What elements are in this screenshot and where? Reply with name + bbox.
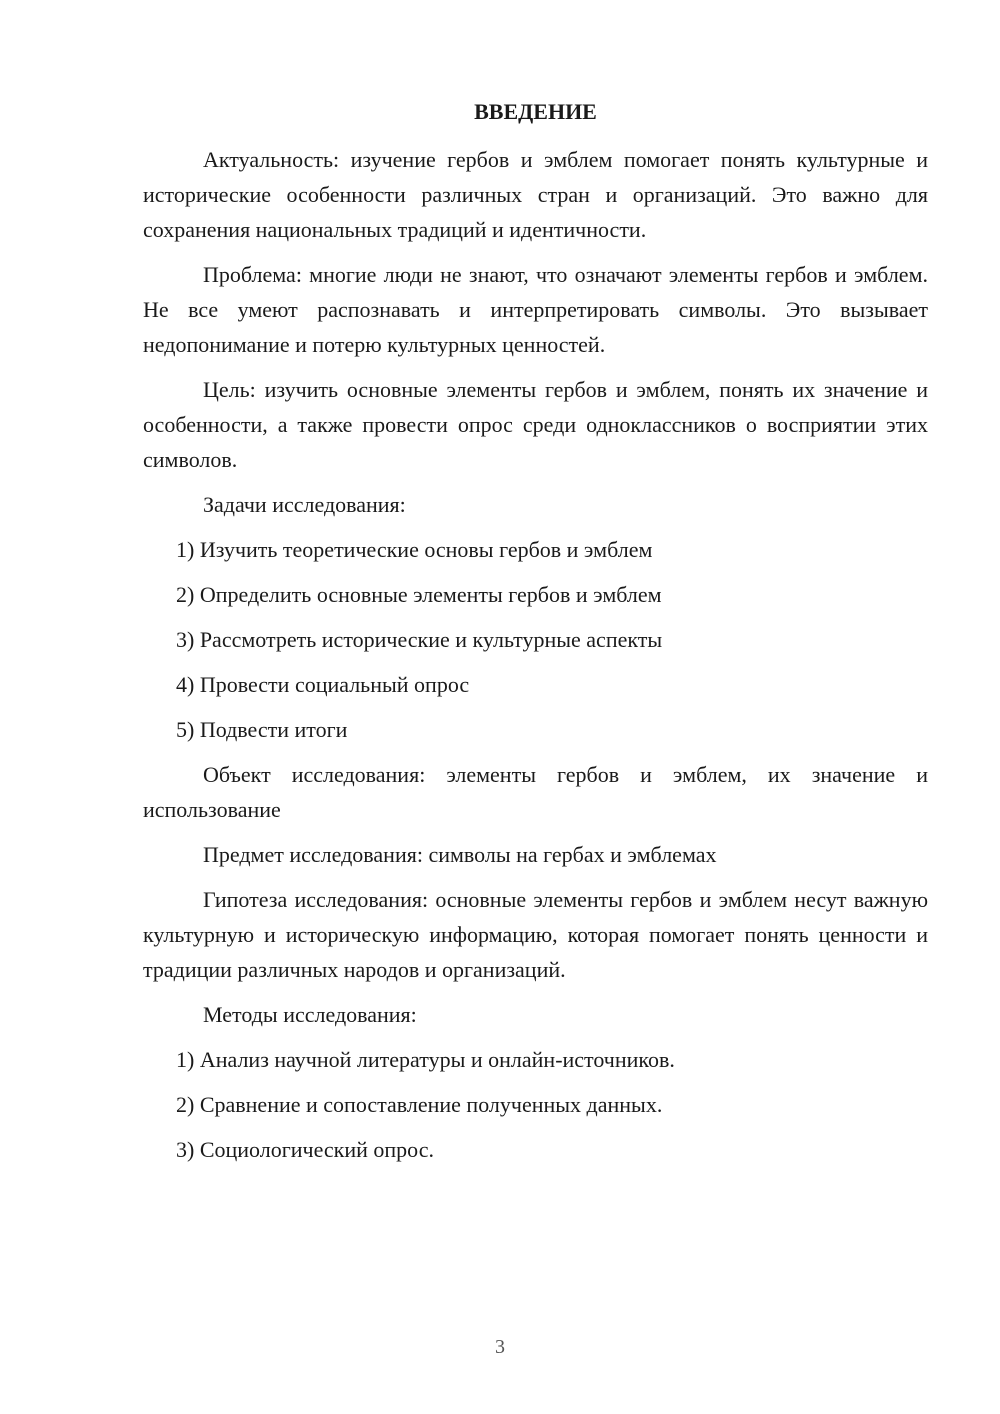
- problem-paragraph: Проблема: многие люди не знают, что означают элементы гербов и эмблем. Не все умеют распознавать и интерпретировать символы. Это вызывает недопонимание и потерю культурных ценностей.: [143, 262, 928, 357]
- methods-heading: Методы исследования:: [203, 1002, 417, 1027]
- list-item: 1) Изучить теоретические основы гербов и эмблем: [176, 537, 653, 562]
- list-item: 3) Социологический опрос.: [176, 1137, 434, 1162]
- goal-paragraph: Цель: изучить основные элементы гербов и эмблем, понять их значение и особенности, а также провести опрос среди одноклассников о восприятии этих символов.: [143, 377, 928, 472]
- page-number: 3: [495, 1336, 505, 1358]
- subject-paragraph: Предмет исследования: символы на гербах и эмблемах: [203, 842, 717, 867]
- tasks-list: [143, 532, 928, 747]
- document-body: [143, 142, 928, 1177]
- list-item: 4) Провести социальный опрос: [176, 672, 470, 697]
- list-item: 5) Подвести итоги: [176, 717, 348, 742]
- page-title: ВВЕДЕНИЕ: [474, 99, 597, 124]
- list-item: 2) Сравнение и сопоставление полученных данных.: [176, 1092, 663, 1117]
- hypothesis-paragraph: Гипотеза исследования: основные элементы гербов и эмблем несут важную культурную и историческую информацию, которая помогает понять ценности и традиции различных народов и организаций.: [143, 887, 928, 982]
- tasks-heading: Задачи исследования:: [203, 492, 406, 517]
- list-item: 2) Определить основные элементы гербов и эмблем: [176, 582, 662, 607]
- methods-list: [143, 1042, 928, 1167]
- object-paragraph: Объект исследования: элементы гербов и эмблем, их значение и использование: [143, 762, 928, 822]
- list-item: 1) Анализ научной литературы и онлайн-источников.: [176, 1047, 675, 1072]
- relevance-paragraph: Актуальность: изучение гербов и эмблем помогает понять культурные и исторические особенности различных стран и организаций. Это важно для сохранения национальных традиций и идентичности.: [143, 147, 928, 242]
- list-item: 3) Рассмотреть исторические и культурные аспекты: [176, 627, 663, 652]
